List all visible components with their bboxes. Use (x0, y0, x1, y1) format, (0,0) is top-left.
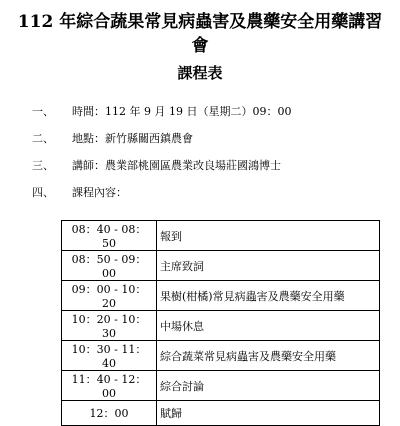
info-number: 四、 (32, 186, 54, 199)
table-row (62, 311, 380, 341)
document-subtitle: 課程表 (177, 64, 223, 82)
info-text: 講師：農業部桃園區農業改良場莊國鴻博士 (72, 159, 281, 172)
info-location (32, 131, 193, 147)
info-text: 地點：新竹縣關西鎮農會 (72, 132, 193, 145)
item-cell: 主席致詞 (157, 251, 380, 281)
time-cell: 08：50 - 09：00 (62, 251, 157, 281)
time-cell: 12：00 (62, 401, 157, 426)
item-cell: 果樹(柑橘)常見病蟲害及農藥安全用藥 (157, 281, 380, 311)
info-text: 時間：112 年 9 月 19 日（星期二）09：00 (72, 105, 292, 118)
time-cell: 09：00 - 10：20 (62, 281, 157, 311)
table-row (62, 371, 380, 401)
time-cell: 10：20 - 10：30 (62, 311, 157, 341)
info-course-content (32, 185, 127, 201)
item-cell: 賦歸 (157, 401, 380, 426)
info-number: 一、 (32, 105, 54, 118)
document-title: 112 年綜合蔬果常見病蟲害及農藥安全用藥講習會 (17, 12, 383, 56)
item-cell: 綜合討論 (157, 371, 380, 401)
table-row (62, 341, 380, 371)
schedule-table (61, 220, 380, 426)
table-row (62, 251, 380, 281)
info-number: 二、 (32, 132, 54, 145)
table-row (62, 401, 380, 426)
time-cell: 10：30 - 11：40 (62, 341, 157, 371)
time-cell: 08：40 - 08：50 (62, 221, 157, 251)
time-cell: 11：40 - 12：00 (62, 371, 157, 401)
info-text: 課程內容： (72, 186, 127, 199)
table-row (62, 221, 380, 251)
item-cell: 報到 (157, 221, 380, 251)
info-number: 三、 (32, 159, 54, 172)
info-time (32, 104, 291, 120)
item-cell: 中場休息 (157, 311, 380, 341)
item-cell: 綜合蔬菜常見病蟲害及農藥安全用藥 (157, 341, 380, 371)
info-lecturer (32, 158, 281, 174)
table-row (62, 281, 380, 311)
